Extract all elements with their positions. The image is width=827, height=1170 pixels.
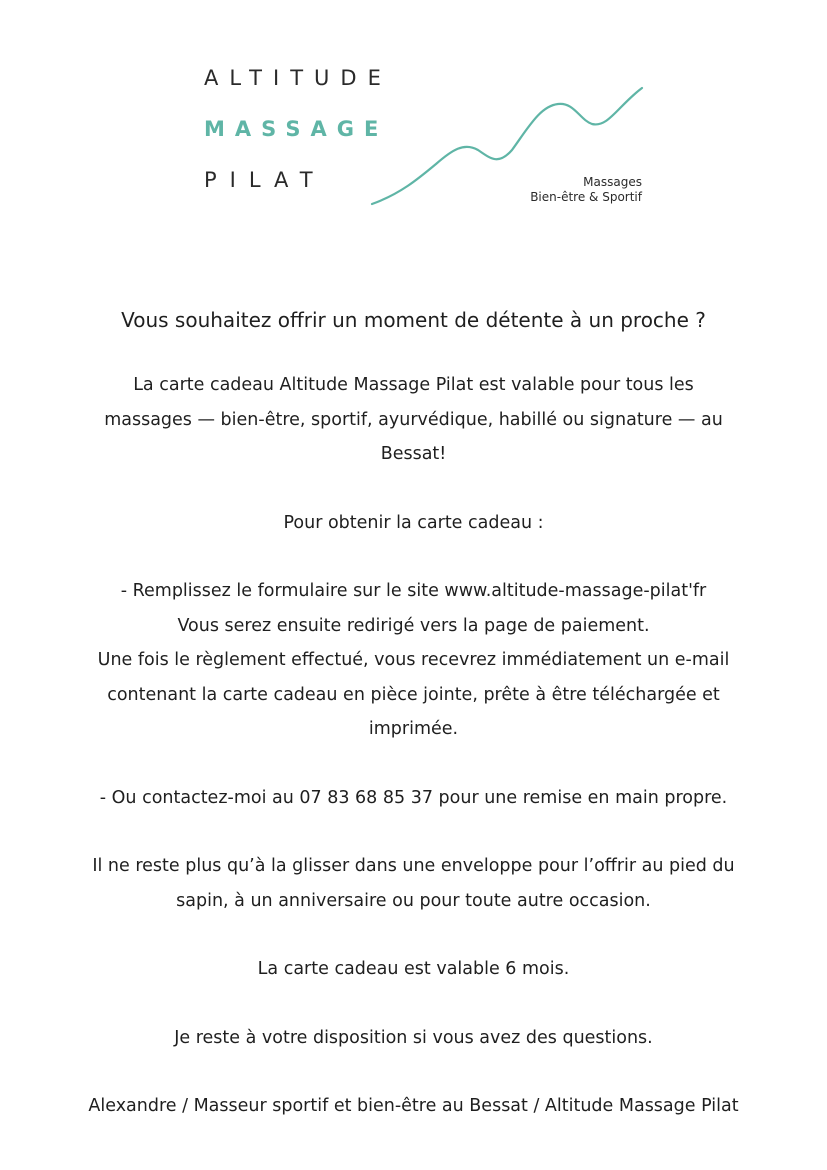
logo-tagline bbox=[530, 175, 642, 205]
option1-line-4: contenant la carte cadeau en pièce jointe, prête à être téléchargée et bbox=[107, 684, 720, 705]
intro-line-1: La carte cadeau Altitude Massage Pilat est valable pour tous les bbox=[133, 375, 694, 395]
closing-line-2: sapin, à un anniversaire ou pour toute autre occasion. bbox=[176, 890, 651, 911]
logo bbox=[0, 0, 827, 240]
intro-line-2: massages — bien-être, sportif, ayurvédique, habillé ou signature — au bbox=[104, 409, 723, 430]
option2: - Ou contactez-moi au 07 83 68 85 37 pour une remise en main propre. bbox=[99, 787, 728, 808]
intro-line-3: Bessat! bbox=[380, 444, 447, 464]
logo-word-altitude: ALTITUDE bbox=[204, 66, 392, 90]
headline: Vous souhaitez offrir un moment de détente à un proche ? bbox=[121, 308, 706, 332]
tagline-line-2: Bien-être & Sportif bbox=[530, 190, 642, 204]
option1-line-3: Une fois le règlement effectué, vous recevrez immédiatement un e-mail bbox=[97, 650, 730, 670]
logo-word-pilat: PILAT bbox=[204, 168, 326, 192]
option1-line-1: - Remplissez le formulaire sur le site www.altitude-massage-pilat'fr bbox=[120, 581, 707, 601]
validity: La carte cadeau est valable 6 mois. bbox=[257, 959, 570, 979]
tagline-line-1: Massages bbox=[583, 175, 642, 189]
how-title: Pour obtenir la carte cadeau : bbox=[283, 512, 544, 533]
main-content bbox=[34, 300, 793, 1124]
logo-word-massage: MASSAGE bbox=[204, 117, 389, 141]
option1-line-5: imprimée. bbox=[368, 719, 459, 739]
questions: Je reste à votre disposition si vous avez des questions. bbox=[174, 1027, 653, 1048]
closing-line-1: Il ne reste plus qu’à la glisser dans une enveloppe pour l’offrir au pied du bbox=[92, 856, 735, 876]
option1-line-2: Vous serez ensuite redirigé vers la page de paiement. bbox=[177, 615, 650, 636]
signature: Alexandre / Masseur sportif et bien-être au Bessat / Altitude Massage Pilat bbox=[88, 1096, 739, 1116]
